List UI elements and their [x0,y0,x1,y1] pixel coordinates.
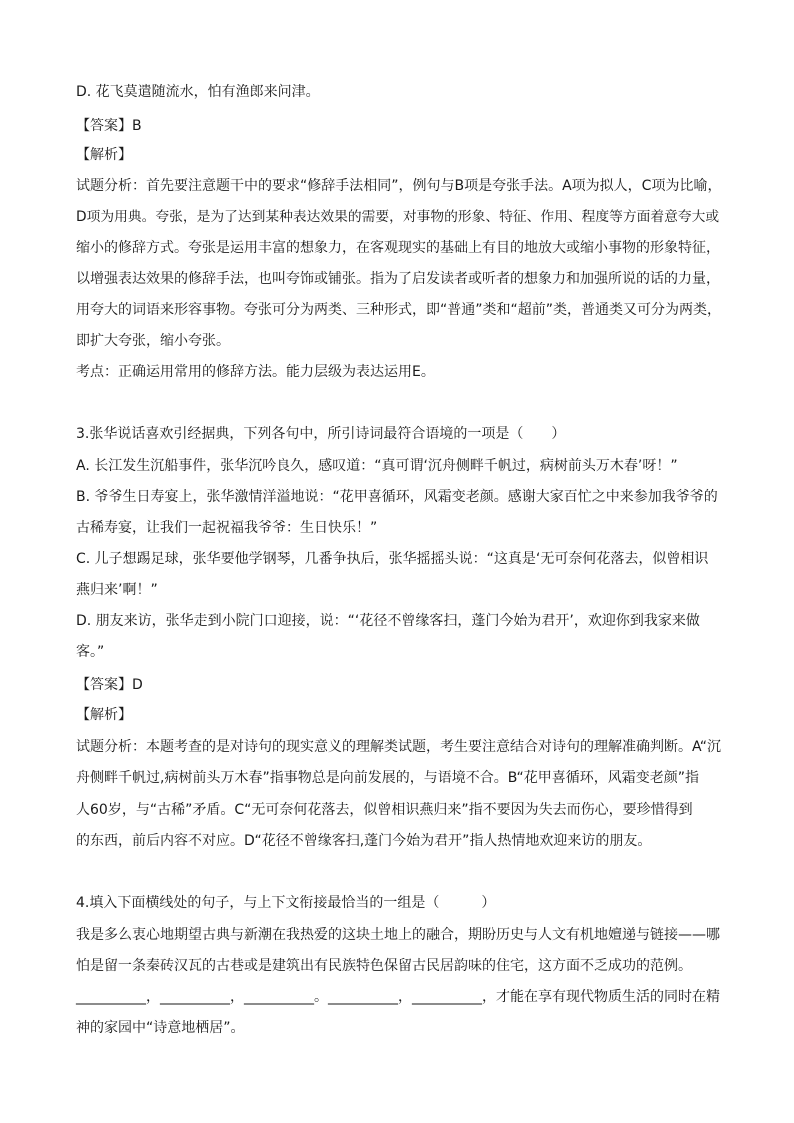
q4-passage-line: 我是多么衷心地期望古典与新潮在我热爱的这块土地上的融合，期盼历史与人文有机地嬗递与链接——哪 [76,927,720,943]
q3-option-d-cont: 客。” [76,644,105,660]
q2-analysis-line: 用夸大的词语来形容事物。夸张可分为两类、三种形式，即“普通”类和“超前”类，普通类又可分为两类， [76,302,722,318]
q2-kaodian: 考点：正确运用常用的修辞方法。能力层级为表达运用E。 [76,364,435,380]
q3-analysis-line: 的东西，前后内容不对应。D“花径不曾缘客扫,蓬门今始为君开”指人热情地欢迎来访的朋友。 [76,833,652,849]
q4-passage-blanks: __________，__________，__________。__________，__________，才能在享有现代物质生活的同时在精 [76,989,720,1005]
q3-option-a: A. 长江发生沉船事件，张华沉吟良久，感叹道：“真可谓‘沉舟侧畔千帆过，病树前头万木春’呀！” [76,458,678,474]
q3-option-c: C. 儿子想踢足球，张华要他学钢琴，几番争执后，张华摇摇头说：“这真是‘无可奈何花落去，似曾相识 [76,551,709,567]
q3-option-d: D. 朋友来访，张华走到小院门口迎接，说：“‘花径不曾缘客扫，蓬门今始为君开’，欢迎你到我家来做 [76,613,700,629]
q3-analysis-label: 【解析】 [76,707,132,723]
q2-analysis-line: D项为用典。夸张，是为了达到某种表达效果的需要，对事物的形象、特征、作用、程度等方面着意夸大或 [76,209,720,225]
q2-analysis-line: 以增强表达效果的修辞手法，也叫夸饰或铺张。指为了启发读者或听者的想象力和加强所说的话的力量， [76,271,720,287]
q3-option-b-cont: 古稀寿宴，让我们一起祝福我爷爷：生日快乐！” [76,520,378,536]
q2-analysis-line: 即扩大夸张，缩小夸张。 [76,333,230,349]
q2-analysis-line: 缩小的修辞方式。夸张是运用丰富的想象力，在客观现实的基础上有目的地放大或缩小事物的形象特征， [76,240,720,256]
q3-analysis-line: 试题分析：本题考查的是对诗句的现实意义的理解类试题，考生要注意结合对诗句的理解准确判断。A“沉 [76,739,722,755]
q4-stem: 4.填入下面横线处的句子，与上下文衔接最恰当的一组是（ ） [76,895,496,911]
q3-option-b: B. 爷爷生日寿宴上，张华激情洋溢地说：“花甲喜循环，风霜变老颜。感谢大家百忙之中来参加我爷爷的 [76,489,718,505]
q2-option-d: D. 花飞莫遣随流水，怕有渔郎来问津。 [76,84,320,100]
q3-answer: 【答案】D [76,677,143,693]
q3-analysis-line: 舟侧畔千帆过,病树前头万木春”指事物总是向前发展的，与语境不合。B“花甲喜循环，风霜变老颜”指 [76,770,700,786]
q3-stem: 3.张华说话喜欢引经据典，下列各句中，所引诗词最符合语境的一项是（ ） [76,426,566,442]
q4-passage-line: 怕是留一条秦砖汉瓦的古巷或是建筑出有民族特色保留古民居韵味的住宅，这方面不乏成功的范例。 [76,958,692,974]
q4-passage-line: 神的家园中“诗意地栖居”。 [76,1020,245,1036]
q2-analysis-line: 试题分析：首先要注意题干中的要求“修辞手法相同”，例句与B项是夸张手法。A项为拟人，C项为比喻， [76,178,722,194]
q2-analysis-label: 【解析】 [76,147,132,163]
q3-analysis-line: 人60岁，与“古稀”矛盾。C“无可奈何花落去，似曾相识燕归来”指不要因为失去而伤心，要珍惜得到 [76,802,693,818]
q3-option-c-cont: 燕归来’啊！” [76,582,158,598]
q2-answer: 【答案】B [76,118,142,134]
